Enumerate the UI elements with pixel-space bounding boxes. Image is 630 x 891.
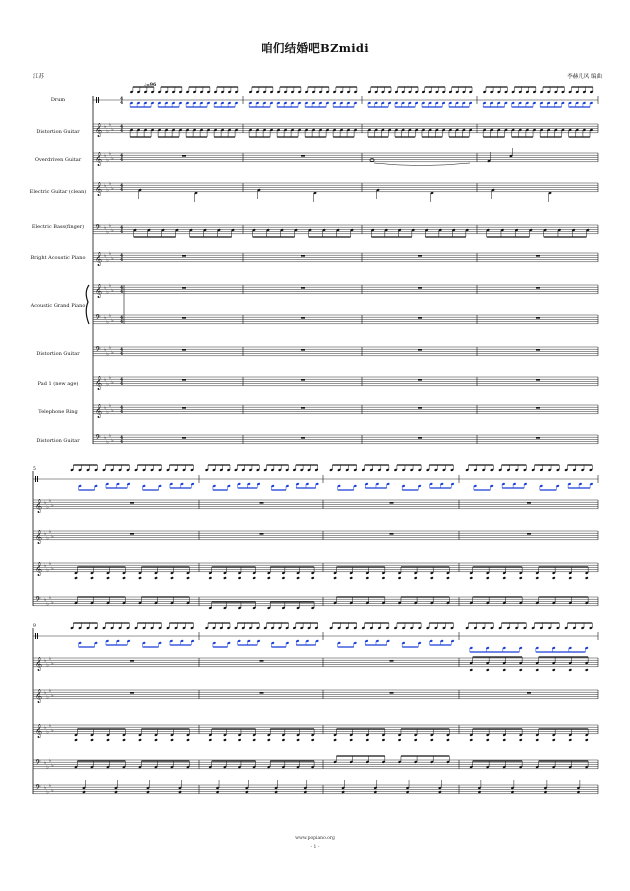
flat-sign: ♭ <box>51 565 54 572</box>
time-signature: 4 <box>120 377 124 383</box>
bass-clef: 𝄢 <box>95 224 101 234</box>
flat-sign: ♭ <box>108 251 112 257</box>
percussion-clef <box>98 97 99 103</box>
time-signature: 4 <box>120 435 124 441</box>
flat-sign: ♭ <box>111 227 114 234</box>
flat-sign: ♭ <box>44 689 47 696</box>
flat-sign: ♭ <box>46 694 49 701</box>
time-signature: 4 <box>120 382 124 387</box>
flat-sign: ♭ <box>51 502 54 509</box>
flat-sign: ♭ <box>44 499 47 506</box>
flat-sign: ♭ <box>51 692 54 699</box>
note-head <box>282 738 286 741</box>
flat-sign: ♭ <box>46 764 49 771</box>
time-signature: 4 <box>120 153 124 159</box>
flat-sign: ♭ <box>51 533 54 540</box>
time-signature: 4 <box>120 253 124 259</box>
flat-sign: ♭ <box>48 723 52 729</box>
note-head <box>469 668 473 671</box>
bass-clef: 𝄢 <box>35 759 41 769</box>
time-signature: 4 <box>120 129 124 134</box>
note-head <box>568 738 572 741</box>
treble-clef: 𝄞 <box>95 403 103 418</box>
flat-sign: ♭ <box>44 530 47 537</box>
treble-clef: 𝄞 <box>35 688 43 703</box>
percussion-clef <box>35 476 36 482</box>
whole-rest <box>301 287 305 289</box>
note-head <box>216 790 220 793</box>
instrument-label: Pad 1 (new age) <box>37 381 79 387</box>
tempo-mark: ♩=96 <box>144 83 157 88</box>
whole-rest <box>301 437 305 439</box>
time-signature: 4 <box>120 188 124 193</box>
note-head <box>430 738 434 741</box>
note-head <box>154 738 158 741</box>
whole-rest <box>260 692 264 694</box>
whole-rest <box>301 379 305 381</box>
time-signature: 4 <box>120 124 124 130</box>
flat-sign: ♭ <box>108 223 112 229</box>
note-head <box>296 738 300 741</box>
score-title: 咱们结婚吧BZmidi <box>261 41 369 55</box>
time-signature: 4 <box>120 440 124 445</box>
note-head <box>552 668 556 671</box>
whole-rest <box>527 502 531 504</box>
flat-sign: ♭ <box>108 313 112 319</box>
time-signature: 4 <box>120 258 124 263</box>
note-head <box>511 790 515 793</box>
flat-sign: ♭ <box>111 437 114 444</box>
measure-number: 5 <box>33 467 36 472</box>
flat-sign: ♭ <box>46 662 49 669</box>
flat-sign: ♭ <box>46 601 49 608</box>
note-head <box>238 738 242 741</box>
percussion-clef <box>35 633 36 639</box>
whole-rest <box>536 437 540 439</box>
note-head <box>170 576 174 579</box>
note-head <box>296 576 300 579</box>
whole-rest <box>536 379 540 381</box>
note-head <box>446 576 450 579</box>
flat-sign: ♭ <box>108 283 112 289</box>
note-head <box>438 790 442 793</box>
whole-rest <box>301 255 305 257</box>
whole-rest <box>390 692 394 694</box>
note-head <box>568 576 572 579</box>
flat-sign: ♭ <box>108 375 112 381</box>
time-signature: 4 <box>120 101 124 106</box>
flat-sign: ♭ <box>111 155 114 162</box>
note-head <box>366 576 370 579</box>
instrument-label: Acoustic Grand Piano <box>30 303 86 309</box>
note-head <box>502 738 506 741</box>
note-head <box>74 576 78 579</box>
bass-clef: 𝄢 <box>35 596 41 606</box>
flat-sign: ♭ <box>106 128 109 135</box>
note-head <box>245 790 249 793</box>
note-head <box>178 790 182 793</box>
treble-clef: 𝄞 <box>95 122 103 137</box>
note-head <box>486 576 490 579</box>
bass-clef: 𝄢 <box>35 784 41 794</box>
flat-sign: ♭ <box>108 151 112 157</box>
note-head <box>552 576 556 579</box>
whole-rest <box>536 407 540 409</box>
note-head <box>252 738 256 741</box>
tie <box>374 163 470 166</box>
flat-sign: ♭ <box>46 535 49 542</box>
treble-clef: 𝄞 <box>95 251 103 266</box>
whole-rest <box>301 407 305 409</box>
treble-clef: 𝄞 <box>35 529 43 544</box>
flat-sign: ♭ <box>108 433 112 439</box>
whole-rest <box>260 660 264 662</box>
note-head <box>341 790 345 793</box>
time-signature: 4 <box>120 347 124 353</box>
whole-rest <box>182 255 186 257</box>
note-head <box>585 738 589 741</box>
note-head <box>535 738 539 741</box>
note-head <box>585 668 589 671</box>
note-head <box>186 738 190 741</box>
treble-clef: 𝄞 <box>95 375 103 390</box>
whole-rest <box>536 287 540 289</box>
flat-sign: ♭ <box>106 381 109 388</box>
note-head <box>502 576 506 579</box>
flat-sign: ♭ <box>104 314 107 321</box>
note-head <box>414 576 418 579</box>
whole-rest <box>418 437 422 439</box>
note-head <box>502 668 506 671</box>
whole-rest <box>260 533 264 535</box>
lyricist-credit: 江苏 <box>33 74 45 80</box>
note-head <box>223 576 227 579</box>
note-head <box>349 738 353 741</box>
note-head <box>146 790 150 793</box>
flat-sign: ♭ <box>108 181 112 187</box>
whole-rest <box>536 317 540 319</box>
instrument-label: Bright Acoustic Piano <box>30 255 86 261</box>
instrument-label: Overdriven Guitar <box>34 157 82 163</box>
flat-sign: ♭ <box>104 224 107 231</box>
note-head <box>106 576 110 579</box>
percussion-clef <box>37 633 38 639</box>
time-signature: 4 <box>120 405 124 411</box>
bass-clef: 𝄢 <box>95 346 101 356</box>
flat-sign: ♭ <box>44 657 47 664</box>
whole-rest <box>390 660 394 662</box>
flat-sign: ♭ <box>44 784 47 791</box>
flat-sign: ♭ <box>48 595 52 601</box>
note-head <box>304 790 308 793</box>
composer-credit: 李赫儿风 编曲 <box>567 74 602 80</box>
note-head <box>267 576 271 579</box>
flat-sign: ♭ <box>48 758 52 764</box>
note-head <box>398 738 402 741</box>
note-head <box>186 576 190 579</box>
note-head <box>406 790 410 793</box>
flat-sign: ♭ <box>106 187 109 194</box>
note-head <box>568 668 572 671</box>
flat-sign: ♭ <box>44 596 47 603</box>
flat-sign: ♭ <box>51 762 54 769</box>
note-head <box>209 576 213 579</box>
note-head <box>138 738 142 741</box>
treble-clef: 𝄞 <box>35 561 43 576</box>
note-head <box>544 790 548 793</box>
note-head <box>430 576 434 579</box>
note-head <box>535 576 539 579</box>
whole-rest <box>130 692 134 694</box>
instrument-label: Distortion Guitar <box>36 351 80 357</box>
time-signature: 4 <box>120 352 124 357</box>
flat-sign: ♭ <box>106 157 109 164</box>
flat-sign: ♭ <box>51 727 54 734</box>
note-head <box>469 576 473 579</box>
flat-sign: ♭ <box>51 787 54 794</box>
flat-sign: ♭ <box>111 317 114 324</box>
flat-sign: ♭ <box>104 376 107 383</box>
flat-sign: ♭ <box>108 122 112 128</box>
flat-sign: ♭ <box>106 409 109 416</box>
whole-rest <box>536 255 540 257</box>
note-head <box>382 576 386 579</box>
flat-sign: ♭ <box>104 404 107 411</box>
note-head <box>469 738 473 741</box>
flat-sign: ♭ <box>111 185 114 192</box>
time-signature: 4 <box>120 410 124 415</box>
whole-rest <box>301 317 305 319</box>
note-head <box>519 668 523 671</box>
note-head <box>138 576 142 579</box>
flat-sign: ♭ <box>108 345 112 351</box>
flat-sign: ♭ <box>48 656 52 662</box>
note-head <box>122 738 126 741</box>
treble-clef: 𝄞 <box>95 151 103 166</box>
percussion-clef <box>96 97 97 103</box>
note-head <box>478 790 482 793</box>
time-signature: 4 <box>120 96 124 102</box>
flat-sign: ♭ <box>106 439 109 446</box>
note-head <box>223 738 227 741</box>
flat-sign: ♭ <box>48 561 52 567</box>
whole-rest <box>130 502 134 504</box>
whole-rest <box>182 317 186 319</box>
flat-sign: ♭ <box>111 407 114 414</box>
whole-rest <box>418 379 422 381</box>
flat-sign: ♭ <box>104 346 107 353</box>
note-head <box>374 790 378 793</box>
whole-rest <box>301 155 305 157</box>
note-head <box>366 738 370 741</box>
whole-rest <box>527 533 531 535</box>
whole-rest <box>301 349 305 351</box>
flat-sign: ♭ <box>111 349 114 356</box>
instrument-label: Electric Bass(finger) <box>31 224 85 230</box>
footer-url: www.popiano.org <box>295 836 335 841</box>
flat-sign: ♭ <box>111 126 114 133</box>
whole-rest <box>260 502 264 504</box>
instrument-label: Drum <box>50 97 66 103</box>
page-number: - 1 - <box>310 845 320 850</box>
flat-sign: ♭ <box>104 434 107 441</box>
note-head <box>154 576 158 579</box>
note-head <box>82 790 86 793</box>
percussion-clef <box>37 476 38 482</box>
time-signature: 4 <box>120 285 124 291</box>
note-head <box>238 576 242 579</box>
note-head <box>519 738 523 741</box>
time-signature: 4 <box>120 158 124 163</box>
note-head <box>577 790 581 793</box>
time-signature: 4 <box>120 183 124 189</box>
note-head <box>90 738 94 741</box>
flat-sign: ♭ <box>46 567 49 574</box>
bass-clef: 𝄢 <box>95 434 101 444</box>
flat-sign: ♭ <box>48 498 52 504</box>
whole-rest <box>182 379 186 381</box>
treble-clef: 𝄞 <box>35 498 43 513</box>
note-head <box>170 738 174 741</box>
treble-clef: 𝄞 <box>35 723 43 738</box>
flat-sign: ♭ <box>104 252 107 259</box>
note-head <box>267 738 271 741</box>
flat-sign: ♭ <box>104 182 107 189</box>
note-head <box>114 790 118 793</box>
flat-sign: ♭ <box>111 255 114 262</box>
instrument-label: Distortion Guitar <box>36 129 80 135</box>
piano-brace <box>86 285 89 324</box>
flat-sign: ♭ <box>111 287 114 294</box>
treble-clef: 𝄞 <box>35 656 43 671</box>
time-signature: 4 <box>120 320 124 325</box>
note-head <box>486 668 490 671</box>
flat-sign: ♭ <box>106 351 109 358</box>
flat-sign: ♭ <box>44 724 47 731</box>
note-head <box>252 576 256 579</box>
instrument-label: Electric Guitar (clean) <box>29 189 87 195</box>
whole-rest <box>182 349 186 351</box>
flat-sign: ♭ <box>51 660 54 667</box>
time-signature: 4 <box>120 290 124 295</box>
flat-sign: ♭ <box>111 379 114 386</box>
whole-rest <box>182 407 186 409</box>
treble-clef: 𝄞 <box>95 181 103 196</box>
whole-rest <box>182 287 186 289</box>
measure-number: 9 <box>33 624 36 629</box>
whole-rest <box>390 533 394 535</box>
whole-rest <box>418 317 422 319</box>
flat-sign: ♭ <box>104 123 107 130</box>
whole-rest <box>390 502 394 504</box>
flat-sign: ♭ <box>108 403 112 409</box>
note-head <box>74 738 78 741</box>
whole-rest <box>130 533 134 535</box>
note-head <box>446 738 450 741</box>
note-head <box>519 576 523 579</box>
whole-rest <box>418 255 422 257</box>
flat-sign: ♭ <box>46 729 49 736</box>
note-head <box>333 738 337 741</box>
instrument-label: Telephone Ring <box>38 409 78 415</box>
note-head <box>311 738 315 741</box>
whole-rest <box>130 660 134 662</box>
note-head <box>398 576 402 579</box>
flat-sign: ♭ <box>44 562 47 569</box>
flat-sign: ♭ <box>46 789 49 796</box>
whole-rest <box>182 155 186 157</box>
treble-clef: 𝄞 <box>95 283 103 298</box>
whole-rest <box>536 349 540 351</box>
bass-clef: 𝄢 <box>95 314 101 324</box>
flat-sign: ♭ <box>51 599 54 606</box>
note-head <box>535 668 539 671</box>
note-head <box>585 576 589 579</box>
note-head <box>122 576 126 579</box>
flat-sign: ♭ <box>48 529 52 535</box>
flat-sign: ♭ <box>104 152 107 159</box>
flat-sign: ♭ <box>106 319 109 326</box>
note-head <box>552 738 556 741</box>
flat-sign: ♭ <box>46 504 49 511</box>
note-head <box>414 738 418 741</box>
note-head <box>349 576 353 579</box>
flat-sign: ♭ <box>44 759 47 766</box>
note-head <box>209 738 213 741</box>
whole-rest <box>418 287 422 289</box>
note-head <box>311 576 315 579</box>
flat-sign: ♭ <box>48 783 52 789</box>
note-head <box>382 738 386 741</box>
flat-sign: ♭ <box>48 688 52 694</box>
note-head <box>274 790 278 793</box>
whole-rest <box>182 437 186 439</box>
flat-sign: ♭ <box>106 257 109 264</box>
note-head <box>106 738 110 741</box>
note-head <box>282 576 286 579</box>
whole-rest <box>418 349 422 351</box>
note-head <box>90 576 94 579</box>
flat-sign: ♭ <box>106 289 109 296</box>
time-signature: 4 <box>120 230 124 235</box>
note-head <box>486 738 490 741</box>
instrument-label: Distortion Guitar <box>36 438 80 444</box>
flat-sign: ♭ <box>104 284 107 291</box>
time-signature: 4 <box>120 315 124 321</box>
whole-note <box>370 159 374 162</box>
note-head <box>333 576 337 579</box>
time-signature: 4 <box>120 225 124 231</box>
whole-rest <box>527 692 531 694</box>
flat-sign: ♭ <box>106 229 109 236</box>
whole-rest <box>418 407 422 409</box>
